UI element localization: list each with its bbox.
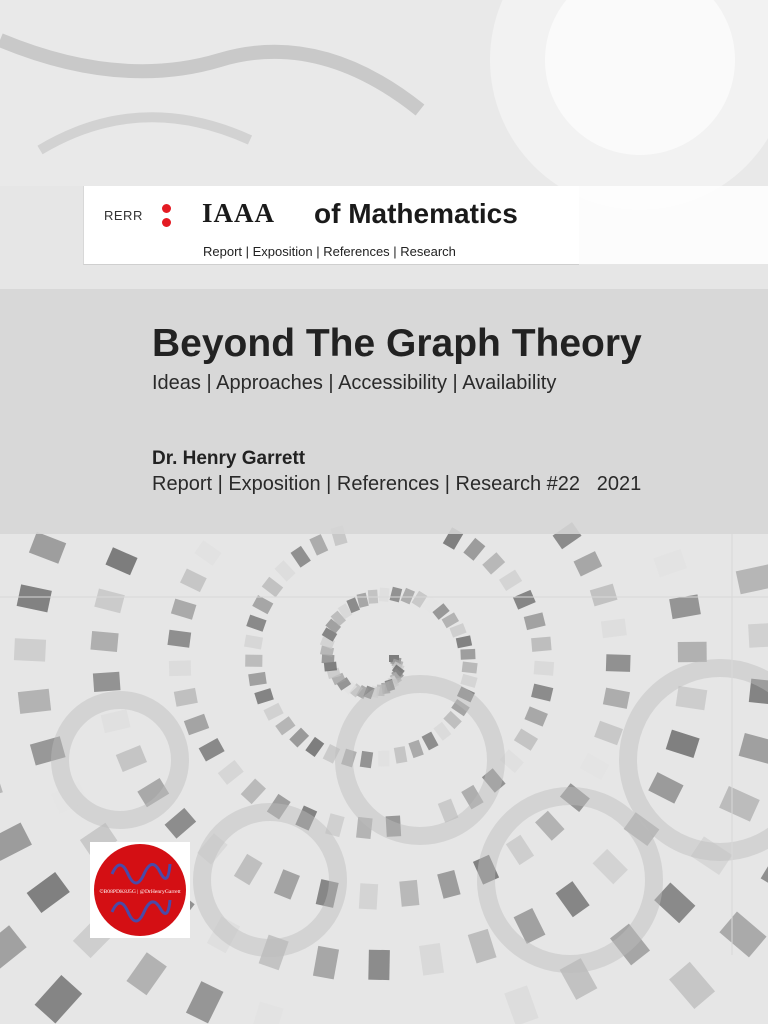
spiral-tile — [90, 631, 118, 652]
badge-handle: ©B08PDK8J5G | @DrHenryGarrett — [99, 889, 181, 895]
journal-tagline: Report | Exposition | References | Research — [203, 244, 456, 259]
spiral-tile — [248, 672, 267, 686]
book-subtitle: Ideas | Approaches | Accessibility | Availability — [152, 372, 557, 394]
spiral-tile — [14, 638, 46, 661]
spiral-tile — [18, 689, 51, 714]
spiral-tile — [359, 883, 378, 909]
spiral-tile — [534, 661, 554, 676]
author-badge — [90, 842, 190, 938]
banner-backdrop — [578, 186, 768, 264]
series-line — [152, 473, 641, 496]
spiral-tile — [748, 623, 768, 648]
spiral-tile — [378, 750, 389, 766]
spiral-tile — [531, 637, 551, 652]
spiral-tile — [169, 660, 191, 676]
logo-dots-icon — [162, 204, 172, 228]
spiral-tile — [360, 751, 373, 768]
spiral-tile — [676, 686, 708, 710]
rerr-label: RERR — [104, 208, 143, 223]
spiral-tile — [368, 950, 390, 980]
series-label: Report | Exposition | References | Research #22 — [152, 473, 581, 495]
spiral-tile — [245, 655, 262, 667]
author-name: Dr. Henry Garrett — [152, 448, 306, 469]
spiral-tile — [399, 880, 419, 907]
year-label: 2021 — [596, 473, 642, 495]
spiral-tile — [601, 618, 627, 638]
journal-banner — [83, 186, 579, 265]
journal-prefix: IAAA — [202, 198, 276, 228]
spiral-tile — [606, 654, 631, 672]
book-title: Beyond The Graph Theory — [152, 322, 642, 365]
spiral-tile — [167, 630, 191, 648]
spiral-tile — [460, 649, 475, 660]
spiral-tile — [93, 672, 121, 692]
spiral-tile — [678, 642, 707, 663]
spiral-tile — [379, 588, 390, 602]
spiral-tile — [419, 943, 444, 976]
spiral-tile — [462, 661, 478, 673]
journal-name: of Mathematics — [314, 198, 518, 229]
